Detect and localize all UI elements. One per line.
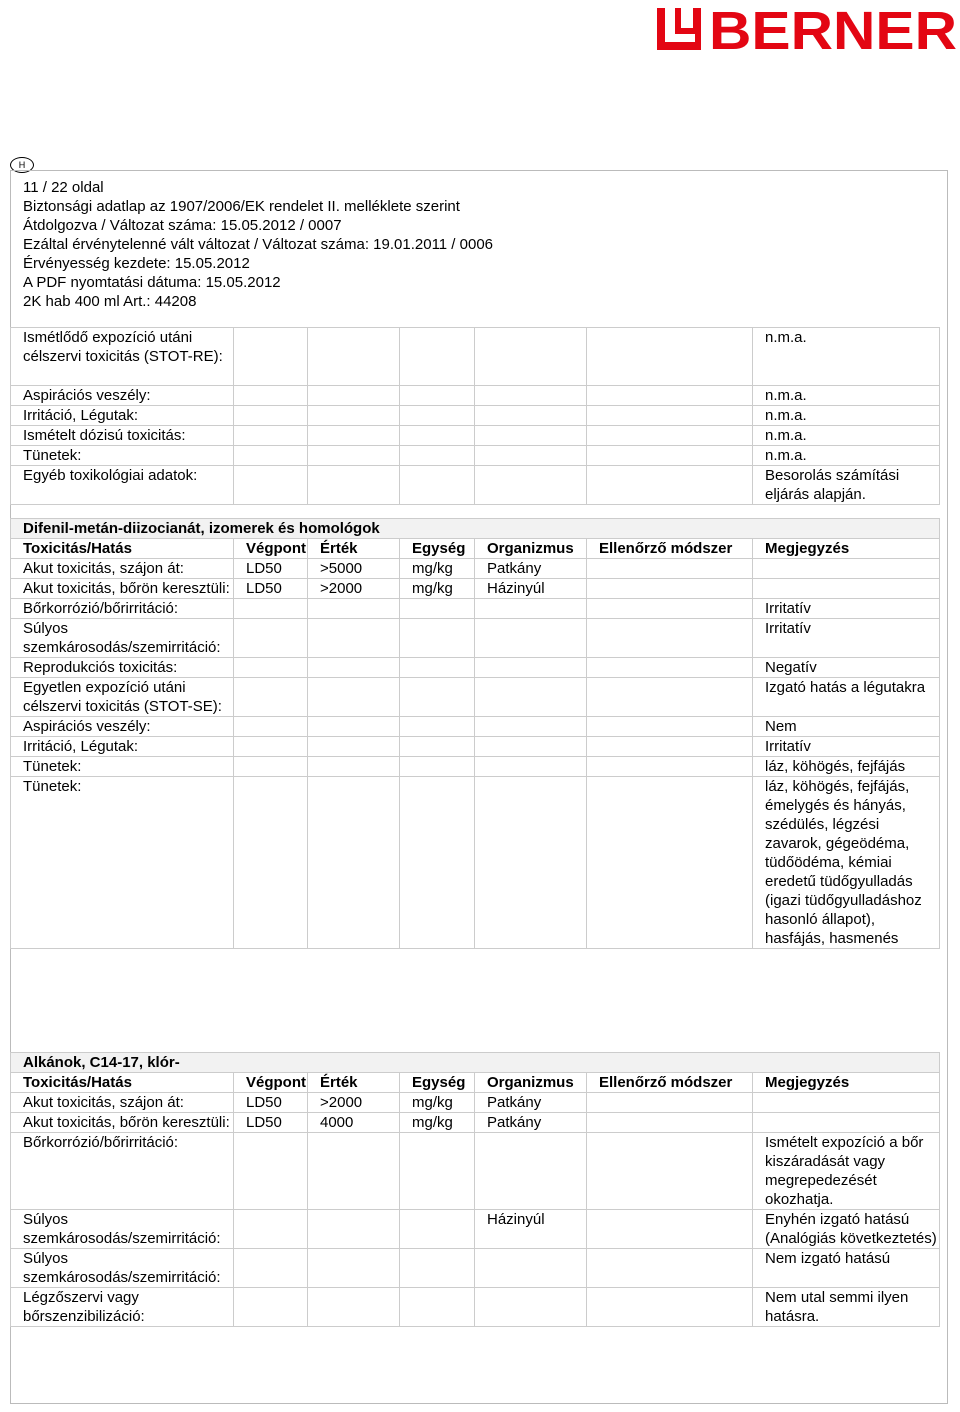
sds-regulation: Biztonsági adatlap az 1907/2006/EK rendelet II. melléklete szerint	[23, 198, 460, 215]
note-cell: n.m.a.	[753, 446, 940, 466]
organism-cell: Patkány	[475, 559, 587, 579]
effect-label: Súlyos szemkárosodás/szemirritáció:	[11, 619, 234, 658]
method-cell	[587, 619, 753, 658]
effect-label: Egyetlen expozíció utáni célszervi toxicitás (STOT-SE):	[11, 678, 234, 717]
organism-cell	[475, 658, 587, 678]
effect-label: Tünetek:	[11, 777, 234, 949]
table-row	[11, 757, 940, 777]
value-cell	[308, 1210, 400, 1249]
organism-cell	[475, 737, 587, 757]
endpoint-cell	[234, 678, 308, 717]
table-row	[11, 328, 940, 386]
col-header: Egység	[400, 539, 475, 559]
endpoint-cell: LD50	[234, 1113, 308, 1133]
col-header: Végpont	[234, 1073, 308, 1093]
value-cell	[308, 1133, 400, 1210]
col-header: Érték	[308, 1073, 400, 1093]
value-cell: >5000	[308, 559, 400, 579]
effect-label: Súlyos szemkárosodás/szemirritáció:	[11, 1210, 234, 1249]
table-row	[11, 579, 940, 599]
effect-label: Akut toxicitás, szájon át:	[11, 1093, 234, 1113]
method-cell	[587, 737, 753, 757]
col-header: Megjegyzés	[753, 1073, 940, 1093]
col-header: Ellenőrző módszer	[587, 1073, 753, 1093]
col-header: Érték	[308, 539, 400, 559]
effect-label: Akut toxicitás, bőrön keresztüli:	[11, 1113, 234, 1133]
table-row	[11, 619, 940, 658]
organism-cell	[475, 717, 587, 737]
value-cell	[308, 777, 400, 949]
method-cell	[587, 1113, 753, 1133]
table-row	[11, 426, 940, 446]
revision-line: Átdolgozva / Változat száma: 15.05.2012 / 0007	[23, 217, 342, 234]
effect-label: Tünetek:	[11, 757, 234, 777]
table-row	[11, 658, 940, 678]
unit-cell	[400, 678, 475, 717]
effect-label: Akut toxicitás, szájon át:	[11, 559, 234, 579]
method-cell	[587, 1210, 753, 1249]
endpoint-cell	[234, 717, 308, 737]
table-row	[11, 678, 940, 717]
unit-cell	[400, 757, 475, 777]
method-cell	[587, 1133, 753, 1210]
note-cell: Irritatív	[753, 599, 940, 619]
organism-cell	[475, 757, 587, 777]
note-cell: n.m.a.	[753, 328, 940, 386]
table-row	[11, 406, 940, 426]
unit-cell	[400, 1210, 475, 1249]
note-cell: láz, köhögés, fejfájás, émelygés és hányás, szédülés, légzési zavarok, gégeödéma, tüdőödéma, kémiai eredetű tüdőgyulladás (igazi tüdőgyulladáshoz hasonló állapot), hasfájás, hasmenés	[753, 777, 940, 949]
table-row	[11, 1288, 940, 1327]
unit-cell: mg/kg	[400, 1093, 475, 1113]
organism-cell: Házinyúl	[475, 1210, 587, 1249]
unit-cell	[400, 619, 475, 658]
table-header-row	[11, 1073, 940, 1093]
note-cell: Izgató hatás a légutakra	[753, 678, 940, 717]
table-row	[11, 737, 940, 757]
effect-label: Aspirációs veszély:	[11, 386, 234, 406]
endpoint-cell	[234, 1133, 308, 1210]
unit-cell	[400, 777, 475, 949]
effect-label: Súlyos szemkárosodás/szemirritáció:	[11, 1249, 234, 1288]
table-row	[11, 777, 940, 949]
table-row	[11, 1133, 940, 1210]
page-number: 11 / 22 oldal	[23, 179, 104, 196]
endpoint-cell: LD50	[234, 559, 308, 579]
unit-cell	[400, 1249, 475, 1288]
table-row	[11, 717, 940, 737]
value-cell	[308, 757, 400, 777]
note-cell: Irritatív	[753, 737, 940, 757]
value-cell	[308, 1249, 400, 1288]
note-cell: n.m.a.	[753, 406, 940, 426]
organism-cell: Patkány	[475, 1113, 587, 1133]
table-row	[11, 1210, 940, 1249]
organism-cell: Házinyúl	[475, 579, 587, 599]
value-cell	[308, 658, 400, 678]
organism-cell	[475, 599, 587, 619]
superseded-line: Ezáltal érvénytelenné vált változat / Változat száma: 19.01.2011 / 0006	[23, 236, 494, 253]
method-cell	[587, 1288, 753, 1327]
col-header: Egység	[400, 1073, 475, 1093]
value-cell: >2000	[308, 579, 400, 599]
value-cell: >2000	[308, 1093, 400, 1113]
method-cell	[587, 717, 753, 737]
unit-cell	[400, 1288, 475, 1327]
table-row	[11, 446, 940, 466]
pdf-print-date: A PDF nyomtatási dátuma: 15.05.2012	[23, 274, 281, 291]
endpoint-cell: LD50	[234, 579, 308, 599]
endpoint-cell: LD50	[234, 1093, 308, 1113]
table-row	[11, 466, 940, 505]
col-header: Végpont	[234, 539, 308, 559]
note-cell: n.m.a.	[753, 426, 940, 446]
effect-label: Ismétlődő expozíció utáni célszervi toxicitás (STOT-RE):	[11, 328, 234, 386]
organism-cell: Patkány	[475, 1093, 587, 1113]
valid-from-line: Érvényesség kezdete: 15.05.2012	[23, 255, 250, 272]
note-cell: Nem izgató hatású	[753, 1249, 940, 1288]
organism-cell	[475, 619, 587, 658]
berner-logo	[657, 4, 959, 52]
method-cell	[587, 579, 753, 599]
col-header: Megjegyzés	[753, 539, 940, 559]
tox-table-mixture	[10, 327, 940, 505]
endpoint-cell	[234, 777, 308, 949]
unit-cell: mg/kg	[400, 1113, 475, 1133]
unit-cell: mg/kg	[400, 579, 475, 599]
table-row	[11, 559, 940, 579]
method-cell	[587, 559, 753, 579]
table-row	[11, 386, 940, 406]
note-cell: Negatív	[753, 658, 940, 678]
effect-label: Aspirációs veszély:	[11, 717, 234, 737]
note-cell	[753, 1113, 940, 1133]
organism-cell	[475, 777, 587, 949]
note-cell: Ismételt expozíció a bőr kiszáradását vagy megrepedezését okozhatja.	[753, 1133, 940, 1210]
value-cell	[308, 599, 400, 619]
endpoint-cell	[234, 757, 308, 777]
value-cell: 4000	[308, 1113, 400, 1133]
note-cell	[753, 579, 940, 599]
col-header: Organizmus	[475, 1073, 587, 1093]
note-cell: Irritatív	[753, 619, 940, 658]
unit-cell	[400, 737, 475, 757]
note-cell: Nem	[753, 717, 940, 737]
substance-title: Alkánok, C14-17, klór-	[11, 1053, 940, 1073]
value-cell	[308, 1288, 400, 1327]
product-line: 2K hab 400 ml Art.: 44208	[23, 293, 197, 310]
method-cell	[587, 1093, 753, 1113]
endpoint-cell	[234, 658, 308, 678]
method-cell	[587, 599, 753, 619]
table-row	[11, 599, 940, 619]
language-badge: H	[10, 157, 34, 173]
effect-label: Egyéb toxikológiai adatok:	[11, 466, 234, 505]
note-cell	[753, 559, 940, 579]
organism-cell	[475, 1288, 587, 1327]
note-cell	[753, 1093, 940, 1113]
method-cell	[587, 678, 753, 717]
effect-label: Irritáció, Légutak:	[11, 737, 234, 757]
note-cell: n.m.a.	[753, 386, 940, 406]
endpoint-cell	[234, 1210, 308, 1249]
endpoint-cell	[234, 737, 308, 757]
effect-label: Bőrkorrózió/bőrirritáció:	[11, 1133, 234, 1210]
method-cell	[587, 1249, 753, 1288]
effect-label: Akut toxicitás, bőrön keresztüli:	[11, 579, 234, 599]
document-header	[23, 178, 493, 311]
note-cell: láz, köhögés, fejfájás	[753, 757, 940, 777]
substance-title: Difenil-metán-diizocianát, izomerek és homológok	[11, 519, 940, 539]
table-row	[11, 1093, 940, 1113]
col-header: Toxicitás/Hatás	[11, 539, 234, 559]
tox-table-mdi	[10, 518, 940, 949]
effect-label: Bőrkorrózió/bőrirritáció:	[11, 599, 234, 619]
unit-cell	[400, 658, 475, 678]
unit-cell	[400, 599, 475, 619]
value-cell	[308, 737, 400, 757]
method-cell	[587, 777, 753, 949]
table-row	[11, 1249, 940, 1288]
value-cell	[308, 678, 400, 717]
table-header-row	[11, 539, 940, 559]
col-header: Organizmus	[475, 539, 587, 559]
effect-label: Légzőszervi vagy bőrszenzibilizáció:	[11, 1288, 234, 1327]
organism-cell	[475, 1133, 587, 1210]
method-cell	[587, 658, 753, 678]
effect-label: Tünetek:	[11, 446, 234, 466]
unit-cell	[400, 717, 475, 737]
col-header: Toxicitás/Hatás	[11, 1073, 234, 1093]
effect-label: Ismételt dózisú toxicitás:	[11, 426, 234, 446]
organism-cell	[475, 1249, 587, 1288]
svg-text:BERNER: BERNER	[709, 4, 957, 52]
endpoint-cell	[234, 599, 308, 619]
endpoint-cell	[234, 1288, 308, 1327]
table-row	[11, 1113, 940, 1133]
unit-cell: mg/kg	[400, 559, 475, 579]
effect-label: Reprodukciós toxicitás:	[11, 658, 234, 678]
endpoint-cell	[234, 619, 308, 658]
tox-table-alkanes	[10, 1052, 940, 1327]
organism-cell	[475, 678, 587, 717]
value-cell	[308, 717, 400, 737]
col-header: Ellenőrző módszer	[587, 539, 753, 559]
unit-cell	[400, 1133, 475, 1210]
endpoint-cell	[234, 1249, 308, 1288]
note-cell: Besorolás számítási eljárás alapján.	[753, 466, 940, 505]
method-cell	[587, 757, 753, 777]
value-cell	[308, 619, 400, 658]
effect-label: Irritáció, Légutak:	[11, 406, 234, 426]
note-cell: Nem utal semmi ilyen hatásra.	[753, 1288, 940, 1327]
note-cell: Enyhén izgató hatású (Analógiás következtetés)	[753, 1210, 940, 1249]
